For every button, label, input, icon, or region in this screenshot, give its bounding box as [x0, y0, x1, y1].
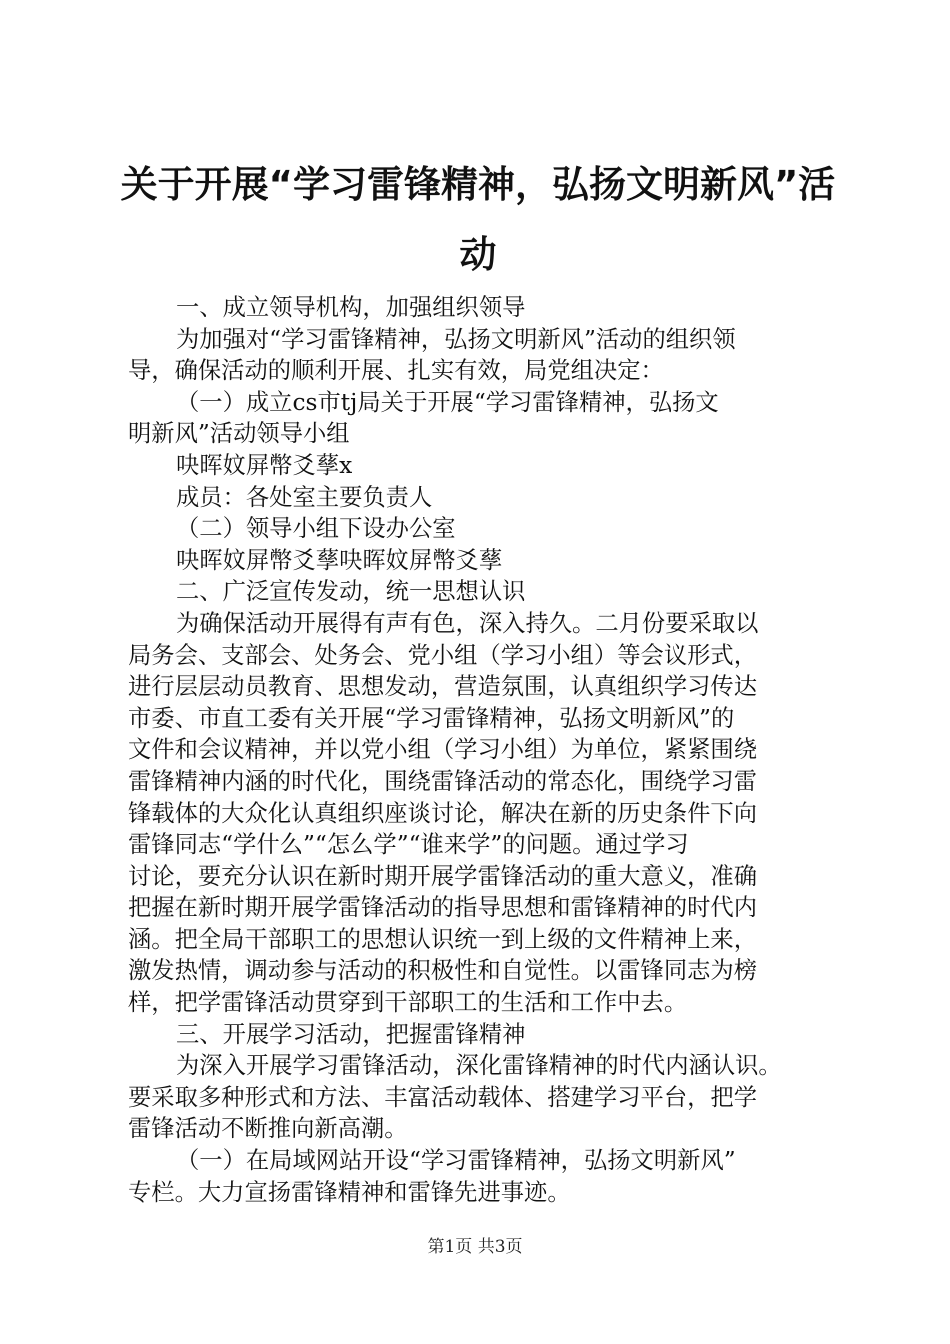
paragraph-line: 雷锋活动不断推向新高潮。 [128, 1115, 408, 1143]
paragraph-line: 导，确保活动的顺利开展、扎实有效，局党组决定： [128, 357, 664, 385]
paragraph-line: 文件和会议精神，并以党小组（学习小组）为单位，紧紧围绕 [128, 736, 758, 764]
paragraph-line: 为加强对“学习雷锋精神，弘扬文明新风”活动的组织领 [176, 325, 736, 353]
paragraph-line: 雷锋同志“学什么”“怎么学”“谁来学”的问题。通过学习 [128, 831, 689, 859]
paragraph-line: 样，把学雷锋活动贯穿到干部职工的生活和工作中去。 [128, 989, 688, 1017]
subsection-heading: （二）领导小组下设办公室 [176, 515, 456, 543]
paragraph-line: 明新风”活动领导小组 [128, 420, 350, 448]
paragraph-line: 专栏。大力宣扬雷锋精神和雷锋先进事迹。 [128, 1178, 571, 1206]
paragraph-line: 为深入开展学习雷锋活动，深化雷锋精神的时代内涵认识。 [176, 1052, 782, 1080]
paragraph-line: 锋载体的大众化认真组织座谈讨论，解决在新的历史条件下向 [128, 799, 758, 827]
paragraph-line: 把握在新时期开展学雷锋活动的指导思想和雷锋精神的时代内 [128, 894, 758, 922]
title-line-1: 关于开展“学习雷锋精神，弘扬文明新风”活 [120, 163, 836, 206]
members-line: 成员：各处室主要负责人 [176, 483, 433, 511]
page-footer: 第1页 共3页 [427, 1237, 523, 1257]
paragraph-line: 涵。把全局干部职工的思想认识统一到上级的文件精神上来， [128, 925, 758, 953]
document-body [128, 292, 848, 1208]
paragraph-line: 讨论，要充分认识在新时期开展学雷锋活动的重大意义，准确 [128, 862, 758, 890]
paragraph-line: 市委、市直工委有关开展“学习雷锋精神，弘扬文明新风”的 [128, 704, 735, 732]
paragraph-line: 要采取多种形式和方法、丰富活动载体、搭建学习平台，把学 [128, 1083, 758, 1111]
paragraph-line: 进行层层动员教育、思想发动，营造氛围，认真组织学习传达 [128, 673, 758, 701]
paragraph-line: 激发热情，调动参与活动的积极性和自觉性。以雷锋同志为榜 [128, 957, 758, 985]
document-title [118, 150, 838, 290]
section-heading-3: 三、开展学习活动，把握雷锋精神 [176, 1020, 526, 1048]
section-heading-1: 一、成立领导机构，加强组织领导 [176, 294, 526, 321]
garbled-leader-line: 吷晖妏屏幣爻孶x [176, 451, 353, 479]
paragraph-line: 雷锋精神内涵的时代化，围绕雷锋活动的常态化，围绕学习雷 [128, 767, 758, 795]
subsection-heading: （一）在局域网站开设“学习雷锋精神，弘扬文明新风” [176, 1147, 736, 1175]
paragraph-line: 为确保活动开展得有声有色，深入持久。二月份要采取以 [176, 609, 759, 637]
paragraph-line: 局务会、支部会、处务会、党小组（学习小组）等会议形式， [128, 641, 758, 669]
garbled-office-line: 吷晖妏屏幣爻孶吷晖妏屏幣爻孶 [176, 546, 503, 574]
subsection-heading: （一）成立cs市tj局关于开展“学习雷锋精神，弘扬文 [176, 388, 719, 416]
title-line-2: 动 [459, 233, 497, 276]
section-heading-2: 二、广泛宣传发动，统一思想认识 [176, 578, 526, 606]
